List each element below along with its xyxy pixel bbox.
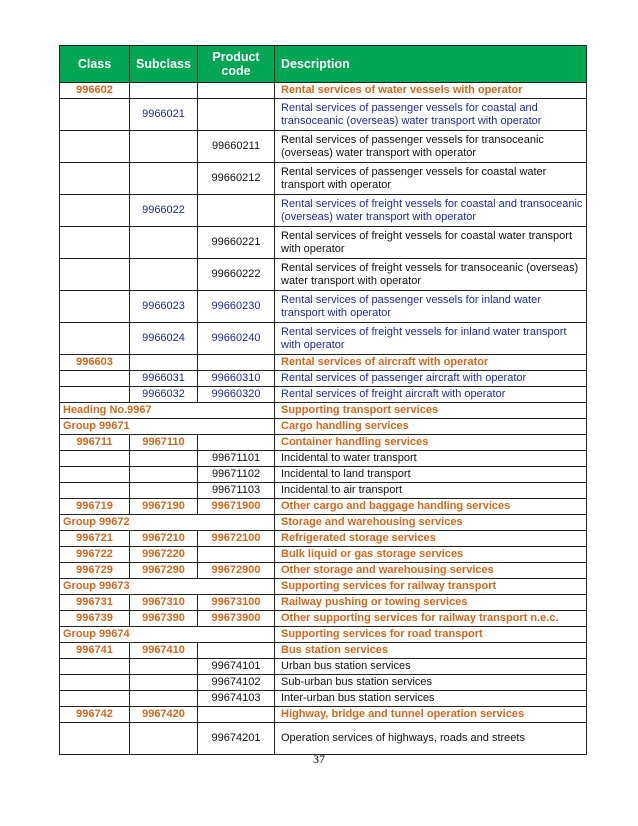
product-code-cell: [198, 435, 275, 451]
table-row: [60, 627, 587, 643]
description-cell: Railway pushing or towing services: [275, 595, 587, 611]
table-row: [60, 99, 587, 131]
table-row: [60, 131, 587, 163]
table-row: [60, 227, 587, 259]
description-cell: Rental services of freight vessels for transoceanic (overseas) water transport with operator: [275, 259, 587, 291]
table-row: [60, 323, 587, 355]
description-cell: Container handling services: [275, 435, 587, 451]
description-cell: Other cargo and baggage handling services: [275, 499, 587, 515]
product-code-cell: 99673100: [198, 595, 275, 611]
description-cell: Sub-urban bus station services: [275, 675, 587, 691]
table-row: [60, 579, 587, 595]
table-row: [60, 403, 587, 419]
column-header-product-code: Product code: [198, 46, 275, 83]
table-row: [60, 515, 587, 531]
column-header-description: Description: [275, 46, 587, 83]
subclass-cell: 9967110: [130, 435, 198, 451]
description-cell: Rental services of freight aircraft with operator: [275, 387, 587, 403]
product-code-cell: 99660310: [198, 371, 275, 387]
subclass-cell: 9966031: [130, 371, 198, 387]
description-cell: Rental services of passenger aircraft with operator: [275, 371, 587, 387]
product-code-cell: [198, 195, 275, 227]
class-cell: 996722: [60, 547, 130, 563]
product-code-cell: [198, 547, 275, 563]
class-cell: [60, 723, 130, 755]
class-cell: 996603: [60, 355, 130, 371]
subclass-cell: [130, 659, 198, 675]
class-cell: [60, 451, 130, 467]
class-cell: [60, 259, 130, 291]
description-cell: Cargo handling services: [275, 419, 587, 435]
class-cell: [60, 227, 130, 259]
table-row: [60, 483, 587, 499]
subclass-cell: 9967210: [130, 531, 198, 547]
subclass-cell: [130, 675, 198, 691]
class-cell: 996602: [60, 83, 130, 99]
column-header-subclass: Subclass: [130, 46, 198, 83]
class-cell: 996729: [60, 563, 130, 579]
subclass-cell: 9967190: [130, 499, 198, 515]
subclass-cell: 9966023: [130, 291, 198, 323]
product-code-cell: 99674103: [198, 691, 275, 707]
heading-cell: Group 99672: [60, 515, 275, 531]
product-code-cell: [198, 643, 275, 659]
description-cell: Storage and warehousing services: [275, 515, 587, 531]
subclass-cell: [130, 691, 198, 707]
page-number: 37: [313, 752, 325, 766]
product-code-cell: [198, 99, 275, 131]
product-code-cell: 99671102: [198, 467, 275, 483]
class-cell: [60, 131, 130, 163]
table-row: [60, 675, 587, 691]
table-row: [60, 419, 587, 435]
heading-cell: Group 99671: [60, 419, 275, 435]
table-row: [60, 723, 587, 755]
table-row: [60, 547, 587, 563]
table-row: [60, 691, 587, 707]
description-cell: Urban bus station services: [275, 659, 587, 675]
description-cell: Incidental to air transport: [275, 483, 587, 499]
subclass-cell: 9967410: [130, 643, 198, 659]
subclass-cell: 9967220: [130, 547, 198, 563]
class-cell: [60, 163, 130, 195]
product-code-cell: 99660230: [198, 291, 275, 323]
subclass-cell: [130, 355, 198, 371]
description-cell: Supporting services for road transport: [275, 627, 587, 643]
product-code-cell: 99660212: [198, 163, 275, 195]
product-code-cell: 99671900: [198, 499, 275, 515]
class-cell: [60, 387, 130, 403]
heading-cell: Heading No.9967: [60, 403, 275, 419]
class-cell: [60, 691, 130, 707]
product-code-cell: 99671101: [198, 451, 275, 467]
description-cell: Rental services of water vessels with operator: [275, 83, 587, 99]
product-code-cell: 99660320: [198, 387, 275, 403]
product-code-cell: 99660222: [198, 259, 275, 291]
class-cell: 996719: [60, 499, 130, 515]
table-row: [60, 659, 587, 675]
class-cell: 996731: [60, 595, 130, 611]
subclass-cell: [130, 131, 198, 163]
class-cell: [60, 291, 130, 323]
product-code-cell: 99672100: [198, 531, 275, 547]
product-code-cell: 99660211: [198, 131, 275, 163]
subclass-cell: 9967390: [130, 611, 198, 627]
table-row: [60, 163, 587, 195]
services-table: [59, 45, 587, 755]
subclass-cell: 9967310: [130, 595, 198, 611]
subclass-cell: [130, 227, 198, 259]
subclass-cell: [130, 83, 198, 99]
description-cell: Other storage and warehousing services: [275, 563, 587, 579]
subclass-cell: [130, 451, 198, 467]
table-row: [60, 467, 587, 483]
class-cell: 996741: [60, 643, 130, 659]
class-cell: [60, 675, 130, 691]
product-code-cell: [198, 355, 275, 371]
subclass-cell: [130, 483, 198, 499]
table-header-row: [60, 46, 587, 83]
class-cell: [60, 195, 130, 227]
table-body: [60, 83, 587, 755]
table-row: [60, 707, 587, 723]
description-cell: Supporting transport services: [275, 403, 587, 419]
subclass-cell: 9967420: [130, 707, 198, 723]
table-row: [60, 387, 587, 403]
product-code-cell: 99674102: [198, 675, 275, 691]
description-cell: Rental services of passenger vessels for inland water transport with operator: [275, 291, 587, 323]
subclass-cell: 9966032: [130, 387, 198, 403]
table-row: [60, 499, 587, 515]
table-row: [60, 355, 587, 371]
description-cell: Refrigerated storage services: [275, 531, 587, 547]
product-code-cell: [198, 83, 275, 99]
description-cell: Rental services of aircraft with operator: [275, 355, 587, 371]
subclass-cell: [130, 723, 198, 755]
subclass-cell: 9967290: [130, 563, 198, 579]
description-cell: Other supporting services for railway transport n.e.c.: [275, 611, 587, 627]
subclass-cell: 9966024: [130, 323, 198, 355]
table-row: [60, 259, 587, 291]
heading-cell: Group 99674: [60, 627, 275, 643]
subclass-cell: [130, 467, 198, 483]
table-row: [60, 435, 587, 451]
product-code-cell: 99672900: [198, 563, 275, 579]
subclass-cell: 9966022: [130, 195, 198, 227]
description-cell: Rental services of passenger vessels for coastal water transport with operator: [275, 163, 587, 195]
subclass-cell: 9966021: [130, 99, 198, 131]
table-row: [60, 371, 587, 387]
subclass-cell: [130, 163, 198, 195]
description-cell: Inter-urban bus station services: [275, 691, 587, 707]
product-code-cell: 99674201: [198, 723, 275, 755]
description-cell: Bulk liquid or gas storage services: [275, 547, 587, 563]
description-cell: Rental services of passenger vessels for coastal and transoceanic (overseas) water transport with operator: [275, 99, 587, 131]
class-cell: [60, 323, 130, 355]
description-cell: Incidental to land transport: [275, 467, 587, 483]
description-cell: Rental services of passenger vessels for transoceanic (overseas) water transport with operator: [275, 131, 587, 163]
description-cell: Bus station services: [275, 643, 587, 659]
table-row: [60, 643, 587, 659]
table-row: [60, 595, 587, 611]
class-cell: 996742: [60, 707, 130, 723]
product-code-cell: [198, 707, 275, 723]
class-cell: [60, 659, 130, 675]
class-cell: 996721: [60, 531, 130, 547]
class-cell: [60, 467, 130, 483]
class-cell: 996739: [60, 611, 130, 627]
table-row: [60, 531, 587, 547]
class-cell: [60, 99, 130, 131]
table-row: [60, 611, 587, 627]
class-cell: [60, 483, 130, 499]
description-cell: Operation services of highways, roads and streets: [275, 723, 587, 755]
product-code-cell: 99674101: [198, 659, 275, 675]
description-cell: Rental services of freight vessels for coastal and transoceanic (overseas) water transport with operator: [275, 195, 587, 227]
product-code-cell: 99671103: [198, 483, 275, 499]
description-cell: Supporting services for railway transport: [275, 579, 587, 595]
product-code-cell: 99673900: [198, 611, 275, 627]
table-row: [60, 451, 587, 467]
product-code-cell: 99660240: [198, 323, 275, 355]
heading-cell: Group 99673: [60, 579, 275, 595]
product-code-cell: 99660221: [198, 227, 275, 259]
table-row: [60, 291, 587, 323]
table-row: [60, 195, 587, 227]
class-cell: [60, 371, 130, 387]
description-cell: Highway, bridge and tunnel operation services: [275, 707, 587, 723]
description-cell: Incidental to water transport: [275, 451, 587, 467]
table-row: [60, 83, 587, 99]
class-cell: 996711: [60, 435, 130, 451]
column-header-class: Class: [60, 46, 130, 83]
table-row: [60, 563, 587, 579]
description-cell: Rental services of freight vessels for coastal water transport with operator: [275, 227, 587, 259]
description-cell: Rental services of freight vessels for inland water transport with operator: [275, 323, 587, 355]
subclass-cell: [130, 259, 198, 291]
